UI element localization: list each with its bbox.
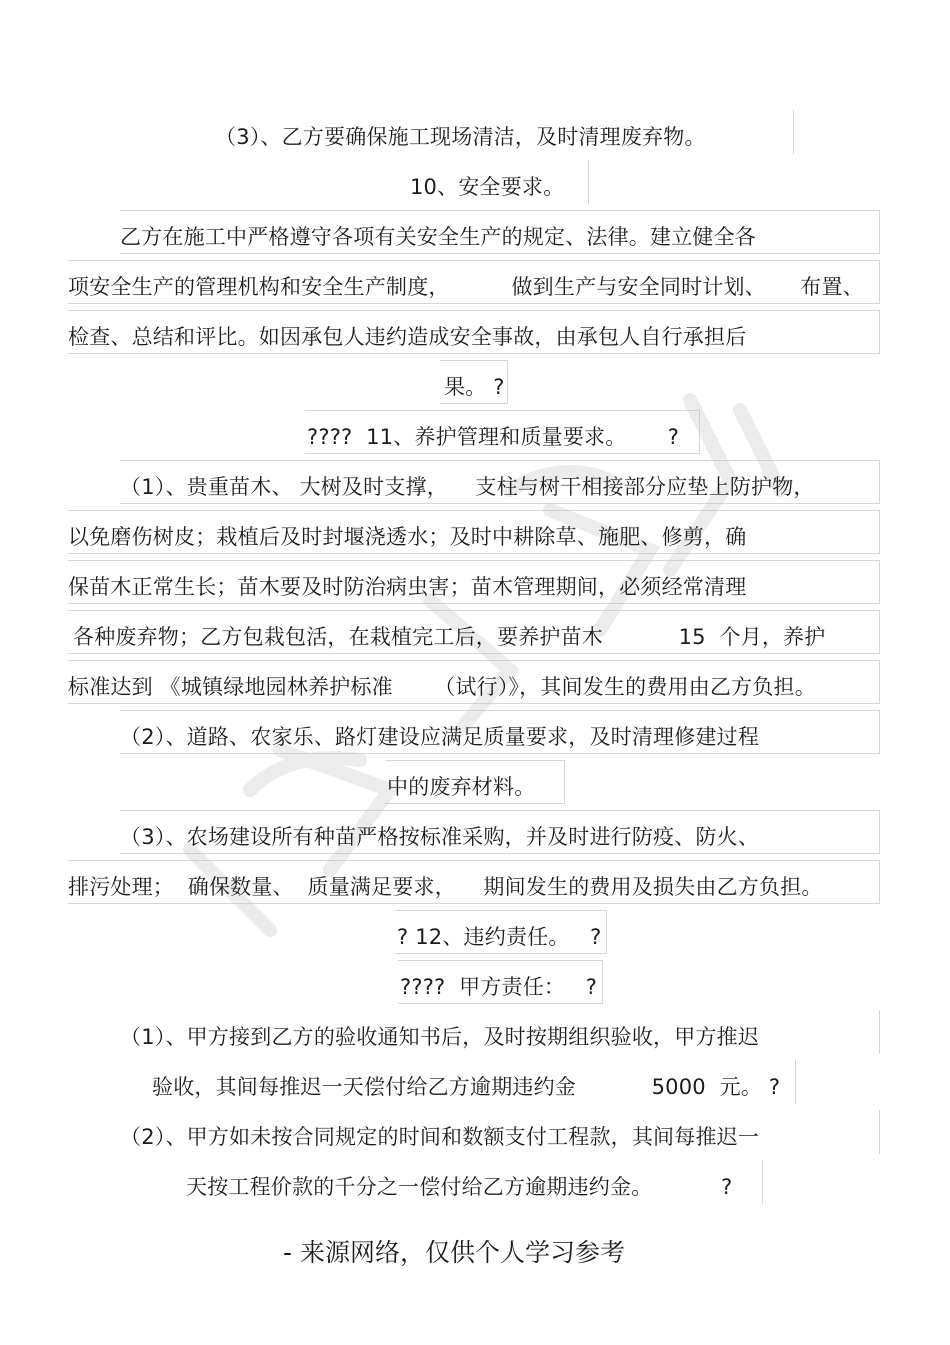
- doc-line: （1）、贵重苗木、 大树及时支撑， 支柱与树干相接部分应垫上防护物，: [120, 475, 815, 499]
- frame-line: [588, 160, 589, 204]
- doc-line: （3）、乙方要确保施工现场清洁，及时清理废弃物。: [215, 125, 706, 149]
- doc-line: （2）、道路、农家乐、路灯建设应满足质量要求，及时清理修建过程: [120, 725, 760, 749]
- doc-line: 标准达到 《城镇绿地园林养护标准 （试行）》，其间发生的费用由乙方负担。: [68, 675, 816, 699]
- doc-line: 保苗木正常生长；苗木要及时防治病虫害；苗木管理期间，必须经常清理: [68, 575, 747, 599]
- doc-line: （3）、农场建设所有种苗严格按标准采购，并及时进行防疫、防火、: [120, 825, 760, 849]
- frame-line: [795, 1060, 796, 1104]
- doc-line: 果。 ?: [444, 375, 505, 399]
- frame-line: [879, 1110, 880, 1154]
- doc-line: 排污处理； 确保数量、 质量满足要求， 期间发生的费用及损失由乙方负担。: [68, 875, 823, 899]
- doc-line: 乙方在施工中严格遵守各项有关安全生产的规定、法律。建立健全各: [120, 225, 756, 249]
- section-heading: 10、安全要求。: [410, 175, 565, 199]
- doc-line: 各种废弃物；乙方包栽包活，在栽植完工后，要养护苗木 15 个月，养护: [73, 625, 826, 649]
- frame-line: [879, 1010, 880, 1054]
- doc-line: 中的废弃材料。: [387, 775, 536, 799]
- doc-line: 天按工程价款的千分之一偿付给乙方逾期违约金。 ?: [186, 1175, 733, 1199]
- section-heading: ???? 甲方责任： ?: [400, 975, 598, 999]
- doc-line: 检查、总结和评比。如因承包人违约造成安全事故，由承包人自行承担后: [68, 325, 747, 349]
- doc-line: 验收，其间每推迟一天偿付给乙方逾期违约金 5000 元。 ?: [152, 1075, 781, 1099]
- page-footer: - 来源网络，仅供个人学习参考: [283, 1238, 625, 1267]
- frame-line: [762, 1160, 763, 1204]
- frame-line: [793, 110, 794, 154]
- section-heading: ? 12、违约责任。 ?: [397, 925, 602, 949]
- doc-line: （2）、甲方如未按合同规定的时间和数额支付工程款，其间每推迟一: [120, 1125, 760, 1149]
- section-heading: ???? 11、养护管理和质量要求。 ?: [307, 425, 680, 449]
- doc-line: 项安全生产的管理机构和安全生产制度， 做到生产与安全同时计划、 布置、: [68, 275, 864, 299]
- doc-line: 以免磨伤树皮；栽植后及时封堰浇透水；及时中耕除草、施肥、修剪，确: [68, 525, 747, 549]
- doc-line: （1）、甲方接到乙方的验收通知书后，及时按期组织验收，甲方推迟: [120, 1025, 760, 1049]
